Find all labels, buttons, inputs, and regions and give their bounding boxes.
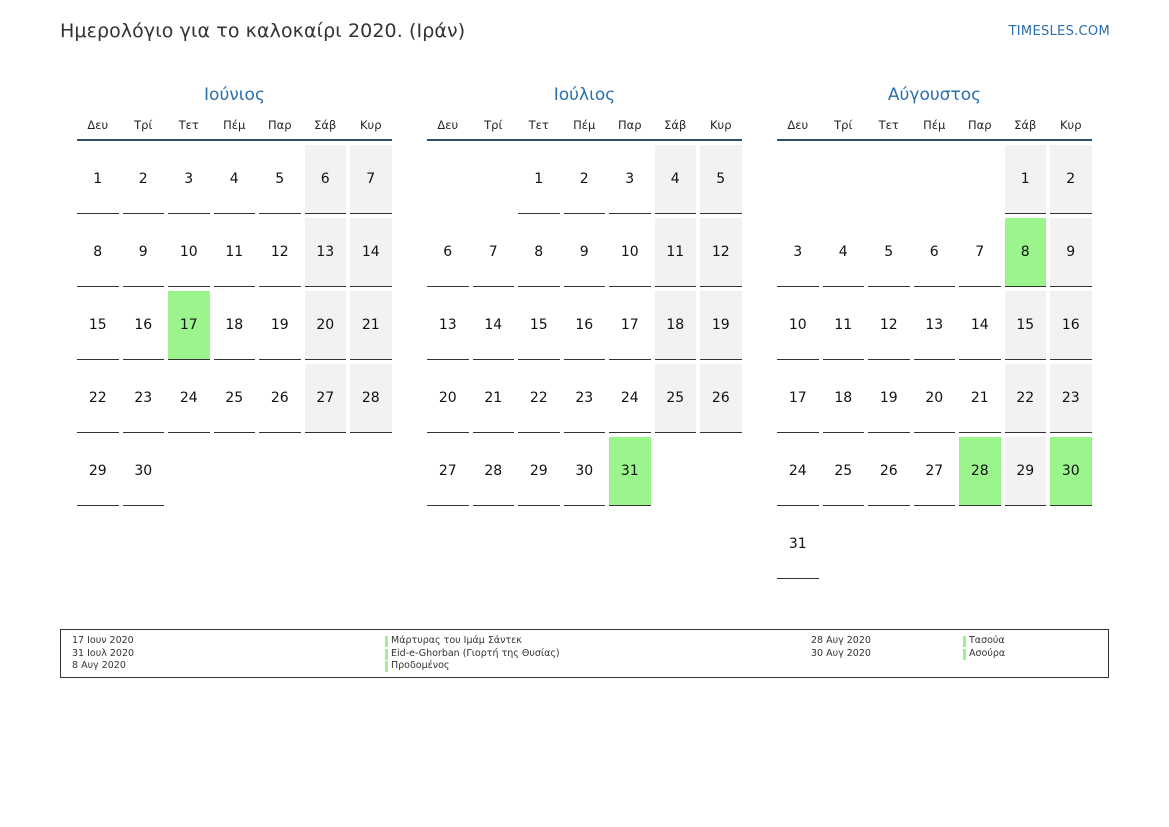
weekday-label: Κυρ: [360, 117, 382, 132]
day-cell[interactable]: 9: [564, 218, 606, 287]
day-cell[interactable]: 17: [609, 291, 651, 360]
day-cell[interactable]: 3: [609, 145, 651, 214]
day-cell[interactable]: 30: [123, 437, 165, 506]
day-cell[interactable]: 11: [823, 291, 865, 360]
day-cell-holiday[interactable]: 30: [1050, 437, 1092, 506]
day-cell[interactable]: 12: [700, 218, 742, 287]
day-cell-holiday[interactable]: 28: [959, 437, 1001, 506]
days-grid: [427, 145, 742, 506]
weekday-label: Τρί: [484, 117, 503, 132]
empty-cell: [868, 145, 910, 214]
weekday-label: Πέμ: [923, 117, 946, 132]
weekday-label: Σάβ: [664, 117, 687, 132]
day-cell[interactable]: 22: [518, 364, 560, 433]
legend-dates-right: [811, 635, 871, 660]
day-cell[interactable]: 7: [473, 218, 515, 287]
day-cell[interactable]: 15: [1005, 291, 1047, 360]
day-cell[interactable]: 29: [1005, 437, 1047, 506]
day-cell[interactable]: 5: [700, 145, 742, 214]
weekday-header: [77, 108, 392, 141]
day-cell[interactable]: 4: [655, 145, 697, 214]
month-august: [777, 82, 1092, 579]
day-cell[interactable]: 10: [168, 218, 210, 287]
empty-cell: [959, 145, 1001, 214]
weekday-label: Τετ: [178, 117, 199, 132]
site-link[interactable]: TIMESLES.COM: [1008, 24, 1110, 39]
month-name: Ιούλιος: [553, 85, 616, 105]
weekday-label: Δευ: [787, 117, 809, 132]
day-cell[interactable]: 1: [77, 145, 119, 214]
legend-holiday-name: Μάρτυρας του Ιμάμ Σάντεκ: [385, 635, 560, 648]
day-cell[interactable]: 2: [564, 145, 606, 214]
day-cell[interactable]: 14: [959, 291, 1001, 360]
weekday-label: Τρί: [834, 117, 853, 132]
day-cell[interactable]: 18: [655, 291, 697, 360]
day-cell[interactable]: 16: [564, 291, 606, 360]
day-cell[interactable]: 27: [427, 437, 469, 506]
weekday-label: Τρί: [134, 117, 153, 132]
day-cell[interactable]: 27: [914, 437, 956, 506]
day-cell[interactable]: 8: [518, 218, 560, 287]
day-cell[interactable]: 17: [777, 364, 819, 433]
day-cell[interactable]: 6: [427, 218, 469, 287]
empty-cell: [914, 145, 956, 214]
day-cell[interactable]: 11: [214, 218, 256, 287]
legend-names-left: [385, 635, 560, 673]
weekday-label: Τετ: [878, 117, 899, 132]
day-cell[interactable]: 20: [427, 364, 469, 433]
day-cell[interactable]: 24: [168, 364, 210, 433]
days-grid: [777, 145, 1092, 579]
day-cell[interactable]: 23: [123, 364, 165, 433]
legend-names-right: [963, 635, 1005, 660]
day-cell[interactable]: 6: [914, 218, 956, 287]
day-cell[interactable]: 23: [564, 364, 606, 433]
day-cell[interactable]: 6: [305, 145, 347, 214]
day-cell[interactable]: 26: [259, 364, 301, 433]
day-cell[interactable]: 13: [427, 291, 469, 360]
day-cell[interactable]: 2: [1050, 145, 1092, 214]
day-cell[interactable]: 15: [518, 291, 560, 360]
day-cell[interactable]: 29: [77, 437, 119, 506]
day-cell-holiday[interactable]: 31: [609, 437, 651, 506]
day-cell[interactable]: 24: [777, 437, 819, 506]
day-cell[interactable]: 9: [123, 218, 165, 287]
weekday-label: Πέμ: [573, 117, 596, 132]
day-cell[interactable]: 15: [77, 291, 119, 360]
day-cell[interactable]: 20: [305, 291, 347, 360]
day-cell[interactable]: 21: [350, 291, 392, 360]
empty-cell: [427, 145, 469, 214]
empty-cell: [473, 145, 515, 214]
day-cell[interactable]: 21: [959, 364, 1001, 433]
weekday-label: Δευ: [437, 117, 459, 132]
day-cell[interactable]: 26: [700, 364, 742, 433]
day-cell[interactable]: 29: [518, 437, 560, 506]
day-cell[interactable]: 13: [305, 218, 347, 287]
month-name: Αύγουστος: [887, 85, 982, 105]
day-cell-holiday[interactable]: 8: [1005, 218, 1047, 287]
day-cell[interactable]: 14: [473, 291, 515, 360]
weekday-label: Σάβ: [314, 117, 337, 132]
weekday-label: Παρ: [267, 117, 292, 132]
day-cell[interactable]: 5: [259, 145, 301, 214]
day-cell[interactable]: 16: [1050, 291, 1092, 360]
legend-date: 28 Αυγ 2020: [811, 635, 871, 646]
day-cell-holiday[interactable]: 17: [168, 291, 210, 360]
empty-cell: [823, 145, 865, 214]
weekday-label: Πέμ: [223, 117, 246, 132]
day-cell[interactable]: 12: [868, 291, 910, 360]
day-cell[interactable]: 26: [868, 437, 910, 506]
day-cell[interactable]: 4: [214, 145, 256, 214]
day-cell[interactable]: 2: [123, 145, 165, 214]
day-cell[interactable]: 5: [868, 218, 910, 287]
day-cell[interactable]: 30: [564, 437, 606, 506]
day-cell[interactable]: 3: [168, 145, 210, 214]
day-cell[interactable]: 4: [823, 218, 865, 287]
day-cell[interactable]: 1: [1005, 145, 1047, 214]
legend-date: 17 Ιουν 2020: [72, 635, 134, 646]
weekday-label: Κυρ: [1060, 117, 1082, 132]
month-name: Ιούνιος: [204, 85, 265, 105]
day-cell[interactable]: 7: [959, 218, 1001, 287]
legend-dates-left: [72, 635, 134, 673]
day-cell[interactable]: 22: [77, 364, 119, 433]
legend-holiday-name: Τασούα: [963, 635, 1005, 648]
weekday-header: [427, 108, 742, 141]
day-cell[interactable]: 1: [518, 145, 560, 214]
legend-holiday-name: Ασούρα: [963, 648, 1005, 661]
days-grid: [77, 145, 392, 506]
day-cell[interactable]: 18: [823, 364, 865, 433]
day-cell[interactable]: 8: [77, 218, 119, 287]
holiday-legend: [60, 629, 1109, 678]
day-cell[interactable]: 28: [473, 437, 515, 506]
day-cell[interactable]: 7: [350, 145, 392, 214]
weekday-label: Δευ: [87, 117, 109, 132]
day-cell[interactable]: 24: [609, 364, 651, 433]
weekday-header: [777, 108, 1092, 141]
legend-holiday-name: Προδομένος: [385, 660, 560, 673]
day-cell[interactable]: 14: [350, 218, 392, 287]
day-cell[interactable]: 16: [123, 291, 165, 360]
weekday-label: Σάβ: [1014, 117, 1037, 132]
day-cell[interactable]: 13: [914, 291, 956, 360]
month-june: [77, 82, 392, 506]
weekday-label: Τετ: [528, 117, 549, 132]
day-cell[interactable]: 11: [655, 218, 697, 287]
weekday-label: Παρ: [967, 117, 992, 132]
day-cell[interactable]: 27: [305, 364, 347, 433]
day-cell[interactable]: 3: [777, 218, 819, 287]
month-july: [427, 82, 742, 506]
weekday-label: Κυρ: [710, 117, 732, 132]
page-title: Ημερολόγιο για το καλοκαίρι 2020. (Ιράν): [60, 20, 466, 42]
day-cell[interactable]: 19: [868, 364, 910, 433]
day-cell[interactable]: 18: [214, 291, 256, 360]
day-cell[interactable]: 21: [473, 364, 515, 433]
day-cell[interactable]: 25: [655, 364, 697, 433]
day-cell[interactable]: 9: [1050, 218, 1092, 287]
day-cell[interactable]: 19: [259, 291, 301, 360]
legend-date: 8 Αυγ 2020: [72, 660, 126, 671]
day-cell[interactable]: 28: [350, 364, 392, 433]
day-cell[interactable]: 12: [259, 218, 301, 287]
legend-holiday-name: Eid-e-Ghorban (Γιορτή της Θυσίας): [385, 648, 560, 661]
legend-date: 31 Ιουλ 2020: [72, 647, 135, 659]
day-cell[interactable]: 22: [1005, 364, 1047, 433]
day-cell[interactable]: 10: [609, 218, 651, 287]
day-cell[interactable]: 20: [914, 364, 956, 433]
weekday-label: Παρ: [617, 117, 642, 132]
day-cell[interactable]: 25: [823, 437, 865, 506]
day-cell[interactable]: 10: [777, 291, 819, 360]
day-cell[interactable]: 23: [1050, 364, 1092, 433]
day-cell[interactable]: 31: [777, 510, 819, 579]
empty-cell: [777, 145, 819, 214]
legend-date: 30 Αυγ 2020: [811, 647, 871, 659]
day-cell[interactable]: 19: [700, 291, 742, 360]
day-cell[interactable]: 25: [214, 364, 256, 433]
